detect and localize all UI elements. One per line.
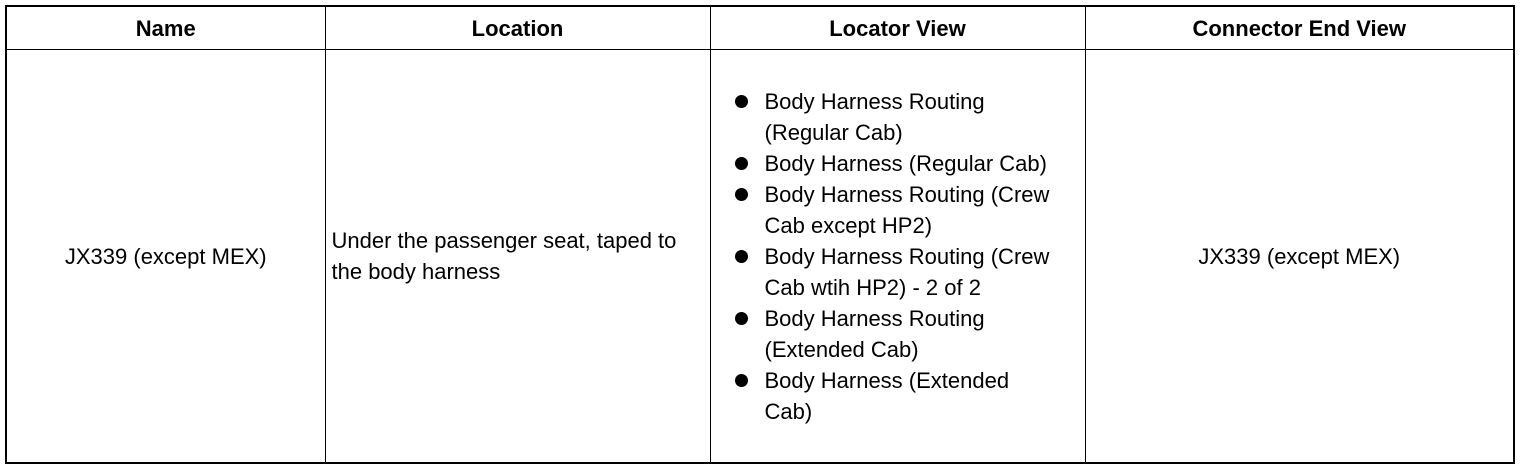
bullet-icon bbox=[735, 157, 748, 170]
locator-view-item[interactable] bbox=[717, 365, 1079, 427]
bullet-icon bbox=[735, 374, 748, 387]
locator-view-link[interactable]: Body Harness Routing (Extended Cab) bbox=[764, 305, 985, 362]
header-location: Location bbox=[325, 6, 710, 50]
bullet-icon bbox=[735, 250, 748, 263]
locator-view-link[interactable]: Body Harness Routing (Crew Cab except HP2) bbox=[764, 181, 1050, 238]
locator-view-link[interactable]: Body Harness (Extended Cab) bbox=[764, 367, 1010, 424]
locator-view-link[interactable]: Body Harness Routing (Regular Cab) bbox=[764, 88, 985, 145]
header-connector-end-view: Connector End View bbox=[1085, 6, 1514, 50]
locator-view-item[interactable] bbox=[717, 241, 1079, 303]
header-name: Name bbox=[6, 6, 325, 50]
connector-end-view-cell[interactable]: JX339 (except MEX) bbox=[1085, 50, 1514, 464]
name-cell: JX339 (except MEX) bbox=[6, 50, 325, 464]
header-locator-view: Locator View bbox=[710, 6, 1085, 50]
locator-view-link[interactable]: Body Harness (Regular Cab) bbox=[764, 150, 1047, 176]
table-row bbox=[6, 50, 1514, 464]
bullet-icon bbox=[735, 312, 748, 325]
bullet-icon bbox=[735, 188, 748, 201]
location-cell: Under the passenger seat, taped to the body harness bbox=[325, 50, 710, 464]
locator-view-list bbox=[717, 86, 1079, 427]
locator-view-cell bbox=[710, 50, 1085, 464]
locator-view-link[interactable]: Body Harness Routing (Crew Cab wtih HP2) - 2 of 2 bbox=[764, 243, 1050, 300]
locator-view-item[interactable] bbox=[717, 148, 1079, 179]
header-row bbox=[6, 6, 1514, 50]
locator-view-item[interactable] bbox=[717, 179, 1079, 241]
locator-view-item[interactable] bbox=[717, 303, 1079, 365]
bullet-icon bbox=[735, 95, 748, 108]
connector-table bbox=[5, 5, 1515, 464]
locator-view-item[interactable] bbox=[717, 86, 1079, 148]
